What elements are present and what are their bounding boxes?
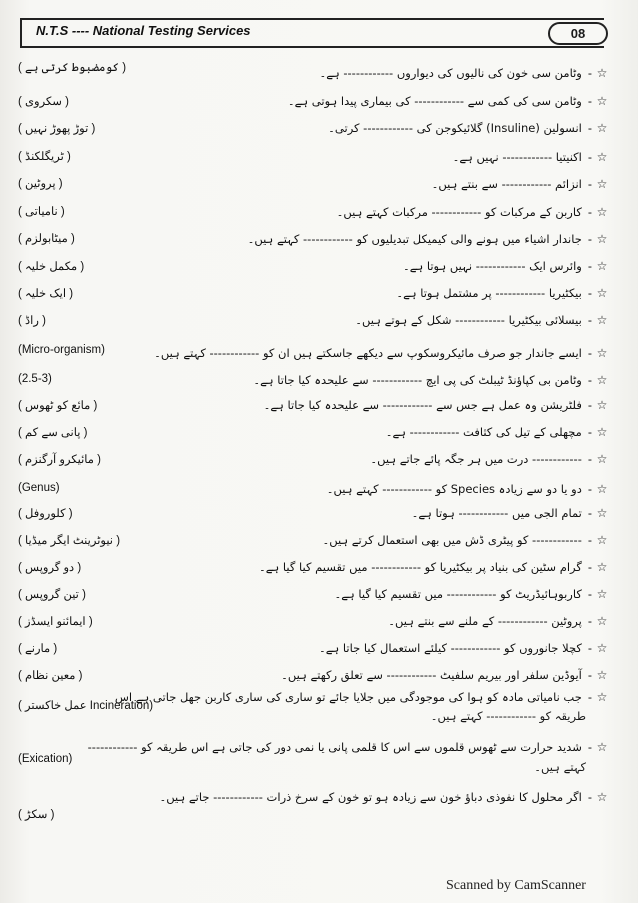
question-row	[170, 425, 610, 439]
answer-item: ( مکمل خلیہ )	[18, 261, 85, 273]
question-text: ------------ درت میں ہر جگہ پائے جاتے ہیں۔	[370, 452, 582, 466]
bullet-dash: -	[587, 94, 592, 108]
answer-item: (Micro-organism)	[18, 344, 105, 356]
answer-item: ( مائیکرو آرگنزم )	[18, 454, 102, 466]
answer-item: (2.5-3)	[18, 373, 52, 385]
question-row	[170, 121, 610, 135]
question-text: تمام الجی میں ------------ ہوتا ہے۔	[411, 506, 582, 520]
question-text: وٹامن بی کپاؤنڈ ٹیبلٹ کی پی ایچ ------------ سے علیحدہ کیا جاتا ہے۔	[253, 373, 582, 387]
question-text: دو یا دو سے زیادہ Species کو ------------ کہتے ہیں۔	[326, 482, 582, 496]
answer-item: ( راڈ )	[18, 315, 46, 327]
answer-item: (Genus)	[18, 482, 60, 494]
bullet-dash: -	[587, 790, 592, 804]
bullet-dash: -	[587, 614, 592, 628]
question-text: جب نامیاتی مادہ کو ہوا کی موجودگی میں جلایا جائے تو ساری کی ساری کاربن جھل جاتی ہے اس	[114, 690, 582, 704]
star-bullet-icon: ☆	[596, 560, 608, 574]
bullet-dash: -	[587, 346, 592, 360]
bullet-dash: -	[587, 560, 592, 574]
question-row	[170, 373, 610, 387]
bullet-dash: -	[587, 690, 592, 704]
question-text: گرام سٹین کی بنیاد پر بیکٹیریا کو ------------ میں تقسیم کیا گیا ہے۔	[259, 560, 582, 574]
question-row	[170, 150, 610, 164]
star-bullet-icon: ☆	[596, 641, 608, 655]
star-bullet-icon: ☆	[596, 614, 608, 628]
answer-item: ( سکڑ )	[18, 809, 55, 821]
star-bullet-icon: ☆	[596, 373, 608, 387]
answer-item: ( سکروی )	[18, 96, 69, 108]
question-row	[154, 346, 610, 360]
star-bullet-icon: ☆	[596, 94, 608, 108]
question-text: اگر محلول کا نفوذی دباؤ خون سے زیادہ ہو تو خون کے سرخ ذرات ------------ جاتے ہیں۔	[159, 790, 582, 804]
answer-item: ( ایک خلیہ )	[18, 288, 74, 300]
question-text: ------------ کو پیٹری ڈش میں بھی استعمال کرتے ہیں۔	[322, 533, 582, 547]
question-continuation: طریقہ کو ------------ کہتے ہیں۔	[430, 709, 586, 723]
question-text: کچلا جانوروں کو ------------ کیلئے استعمال کیا جاتا ہے۔	[319, 641, 582, 655]
answer-item: ( ایمائنو ایسڈز )	[18, 616, 93, 628]
bullet-dash: -	[587, 482, 592, 496]
answer-item: ( میٹابولزم )	[18, 233, 75, 245]
star-bullet-icon: ☆	[596, 587, 608, 601]
star-bullet-icon: ☆	[596, 452, 608, 466]
question-text: کاربوہائیڈریٹ کو ------------ میں تقسیم کیا گیا ہے۔	[334, 587, 582, 601]
answer-item: ( عمل خاکستر Incineration)	[18, 700, 154, 712]
question-text: انزائم ------------ سے بنتے ہیں۔	[431, 177, 582, 191]
answer-item: ( نامیاتی )	[18, 206, 65, 218]
question-text: وائرس ایک ------------ نہیں ہوتا ہے۔	[402, 259, 582, 273]
question-text: جاندار اشیاء میں ہونے والی کیمیکل تبدیلیوں کو ------------ کہتے ہیں۔	[247, 232, 582, 246]
question-row	[170, 506, 610, 520]
bullet-dash: -	[587, 121, 592, 135]
star-bullet-icon: ☆	[596, 690, 608, 704]
star-bullet-icon: ☆	[596, 346, 608, 360]
star-bullet-icon: ☆	[596, 740, 608, 754]
bullet-dash: -	[587, 150, 592, 164]
bullet-dash: -	[587, 506, 592, 520]
bullet-dash: -	[587, 398, 592, 412]
question-text: شدید حرارت سے ٹھوس قلموں سے اس کا قلمی پانی یا نمی دور کی جاتی ہے اس طریقہ کو ------------	[87, 740, 582, 754]
bullet-dash: -	[587, 205, 592, 219]
question-row	[114, 690, 610, 704]
question-row	[170, 482, 610, 496]
question-row	[170, 614, 610, 628]
question-row	[170, 259, 610, 273]
question-row	[170, 205, 610, 219]
question-row	[170, 177, 610, 191]
question-row	[170, 452, 610, 466]
star-bullet-icon: ☆	[596, 425, 608, 439]
page-header	[20, 18, 604, 48]
question-row	[170, 533, 610, 547]
star-bullet-icon: ☆	[596, 66, 608, 80]
question-text: بیسلائی بیکٹیریا ------------ شکل کے ہوتے ہیں۔	[355, 313, 582, 327]
question-text: اکنیتیا ------------ نہیں ہے۔	[452, 150, 582, 164]
star-bullet-icon: ☆	[596, 506, 608, 520]
answer-item: (Exication)	[18, 753, 73, 765]
answer-item: ( مائع کو ٹھوس )	[18, 400, 98, 412]
bullet-dash: -	[587, 452, 592, 466]
bullet-dash: -	[587, 232, 592, 246]
answer-item: ( ٹریگلکنڈ )	[18, 151, 71, 163]
question-text: فلٹریشن وہ عمل ہے جس سے ------------ سے علیحدہ کیا جاتا ہے۔	[263, 398, 582, 412]
bullet-dash: -	[587, 286, 592, 300]
bullet-dash: -	[587, 668, 592, 682]
question-row	[170, 94, 610, 108]
bullet-dash: -	[587, 373, 592, 387]
bullet-dash: -	[587, 66, 592, 80]
question-row	[170, 286, 610, 300]
question-text: کاربن کے مرکبات کو ------------ مرکبات کہتے ہیں۔	[336, 205, 582, 219]
bullet-dash: -	[587, 313, 592, 327]
answer-item: ( کومضبوط کرتی ہے )	[18, 62, 127, 74]
question-row	[170, 560, 610, 574]
star-bullet-icon: ☆	[596, 533, 608, 547]
star-bullet-icon: ☆	[596, 121, 608, 135]
question-row	[170, 66, 610, 80]
question-row	[170, 641, 610, 655]
question-row	[170, 313, 610, 327]
question-text: ایسے جاندار جو صرف مائیکروسکوپ سے دیکھے جاسکتے ہیں ان کو ------------ کہتے ہیں۔	[154, 346, 582, 360]
question-row	[170, 232, 610, 246]
bullet-dash: -	[587, 641, 592, 655]
header-title: N.T.S ---- National Testing Services	[36, 23, 251, 38]
question-row	[87, 740, 610, 754]
answer-item: ( توڑ پھوڑ نہیں )	[18, 123, 96, 135]
question-text: وٹامن سی کی کمی سے ------------ کی بیماری پیدا ہوتی ہے۔	[287, 94, 582, 108]
scanner-watermark: Scanned by CamScanner	[446, 878, 586, 893]
bullet-dash: -	[587, 259, 592, 273]
bullet-dash: -	[587, 587, 592, 601]
question-row	[170, 398, 610, 412]
answer-item: ( کلوروفل )	[18, 508, 73, 520]
page-number: 08	[548, 22, 608, 45]
question-continuation: کہتے ہیں۔	[534, 760, 586, 774]
answer-item: ( مارنے )	[18, 643, 58, 655]
star-bullet-icon: ☆	[596, 232, 608, 246]
answer-item: ( پروٹین )	[18, 178, 63, 190]
star-bullet-icon: ☆	[596, 150, 608, 164]
star-bullet-icon: ☆	[596, 205, 608, 219]
star-bullet-icon: ☆	[596, 259, 608, 273]
answer-item: ( دو گروپس )	[18, 562, 82, 574]
star-bullet-icon: ☆	[596, 668, 608, 682]
question-text: پروٹین ------------ کے ملنے سے بنتے ہیں۔	[388, 614, 582, 628]
question-text: انسولین (Insuline) گلائیکوجن کی ------------ کرتی۔	[328, 121, 582, 135]
question-row	[170, 587, 610, 601]
star-bullet-icon: ☆	[596, 286, 608, 300]
question-row	[159, 790, 610, 804]
bullet-dash: -	[587, 740, 592, 754]
question-text: آیوڈین سلفر اور بیریم سلفیٹ ------------ سے تعلق رکھتے ہیں۔	[281, 668, 582, 682]
bullet-dash: -	[587, 533, 592, 547]
star-bullet-icon: ☆	[596, 177, 608, 191]
answer-item: ( معین نظام )	[18, 670, 83, 682]
bullet-dash: -	[587, 425, 592, 439]
question-text: بیکٹیریا ------------ پر مشتمل ہوتا ہے۔	[396, 286, 582, 300]
question-text: مچھلی کے تیل کی کثافت ------------ ہے۔	[385, 425, 582, 439]
star-bullet-icon: ☆	[596, 482, 608, 496]
star-bullet-icon: ☆	[596, 398, 608, 412]
question-row	[170, 668, 610, 682]
answer-item: ( پانی سے کم )	[18, 427, 88, 439]
star-bullet-icon: ☆	[596, 313, 608, 327]
answer-item: ( تین گروپس )	[18, 589, 86, 601]
star-bullet-icon: ☆	[596, 790, 608, 804]
question-text: وٹامن سی خون کی نالیوں کی دیواروں ------------ ہے۔	[319, 66, 582, 80]
bullet-dash: -	[587, 177, 592, 191]
answer-item: ( نیوٹرینٹ ایگر میڈیا )	[18, 535, 121, 547]
